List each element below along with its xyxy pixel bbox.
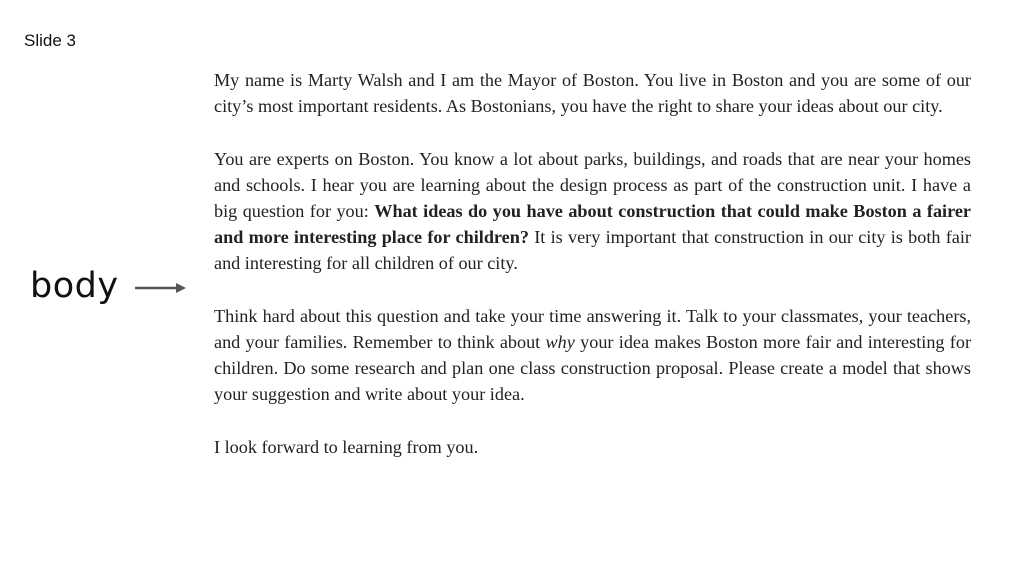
paragraph-closing-text: I look forward to learning from you.	[214, 436, 479, 457]
paragraph-question-lead: You are experts on Boston. You know a lot about parks, buildings, and roads that are near your homes and schools. I hear you are learning about the design process as part of the construction unit. I have a big question for you:	[214, 148, 971, 221]
paragraph-instructions-tail: your idea makes Boston more fair and interesting for children. Do some research and plan one class construction proposal. Please create a model that shows your suggestion and write about your idea.	[214, 332, 972, 405]
paragraph-instructions-lead: Think hard about this question and take your time answering it. Talk to your classmates, your teachers, and your families. Remember to think about	[214, 305, 971, 352]
paragraph-intro	[214, 67, 971, 119]
paragraph-instructions	[214, 303, 971, 408]
paragraph-question-tail: It is very important that construction in our city is both fair and interesting for all children of our city.	[214, 227, 971, 274]
paragraph-intro-text: My name is Marty Walsh and I am the Mayor of Boston. You live in Boston and you are some of our city’s most important residents. As Bostonians, you have the right to share your ideas about our city.	[214, 70, 971, 117]
emphasis-why: why	[545, 332, 575, 352]
arrow-right-icon	[135, 278, 187, 298]
paragraph-closing	[214, 434, 971, 460]
slide-number-label: Slide 3	[24, 31, 76, 50]
paragraph-question	[214, 146, 971, 277]
letter-body	[214, 67, 971, 460]
big-question-bold: What ideas do you have about construction that could make Boston a fairer and more interesting place for children?	[214, 201, 971, 248]
body-annotation-label: body	[30, 266, 119, 306]
